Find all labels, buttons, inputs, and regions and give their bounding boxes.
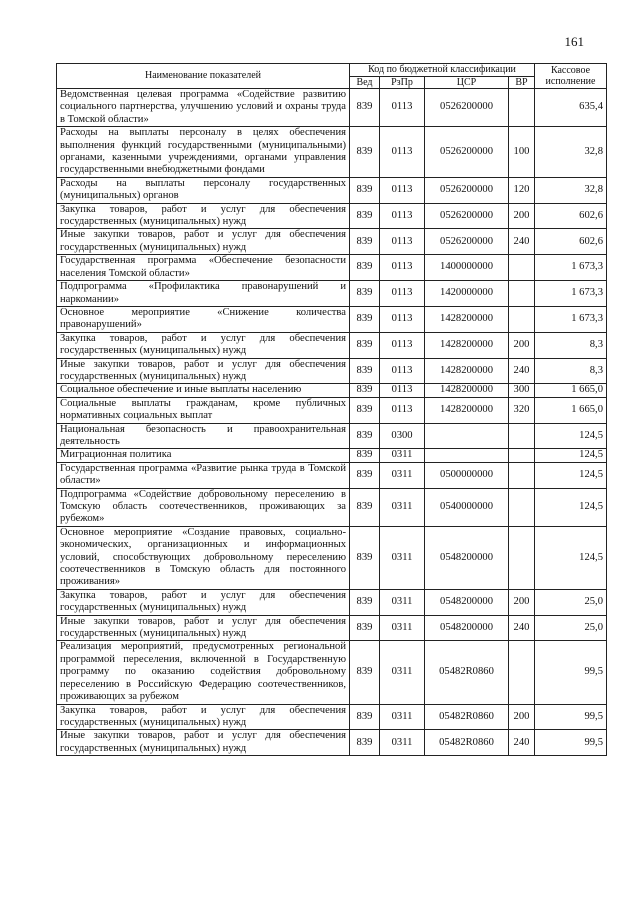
row-vr — [509, 281, 535, 307]
row-rzpr: 0311 — [380, 589, 425, 615]
row-amount: 99,5 — [535, 641, 607, 704]
row-ved: 839 — [350, 449, 380, 462]
row-rzpr: 0311 — [380, 488, 425, 526]
row-vr: 200 — [509, 589, 535, 615]
row-amount: 25,0 — [535, 589, 607, 615]
row-amount: 8,3 — [535, 358, 607, 384]
header-ved: Вед — [350, 76, 380, 89]
row-ved: 839 — [350, 615, 380, 641]
row-csr: 0526200000 — [425, 203, 509, 229]
table-row — [57, 526, 607, 589]
table-row — [57, 229, 607, 255]
table-row — [57, 332, 607, 358]
row-rzpr: 0300 — [380, 423, 425, 449]
row-name: Государственная программа «Развитие рынка труда в Томской области» — [57, 462, 350, 488]
row-name: Национальная безопасность и правоохранительная деятельность — [57, 423, 350, 449]
row-amount: 602,6 — [535, 203, 607, 229]
row-csr: 0500000000 — [425, 462, 509, 488]
row-vr — [509, 641, 535, 704]
row-rzpr: 0311 — [380, 730, 425, 756]
row-csr: 0540000000 — [425, 488, 509, 526]
row-amount: 99,5 — [535, 704, 607, 730]
row-ved: 839 — [350, 397, 380, 423]
row-rzpr: 0311 — [380, 704, 425, 730]
row-name: Подпрограмма «Содействие добровольному переселению в Томскую область соотечественников, проживающих за рубежом» — [57, 488, 350, 526]
row-csr: 05482R0860 — [425, 704, 509, 730]
row-vr: 200 — [509, 203, 535, 229]
table-row — [57, 423, 607, 449]
row-ved: 839 — [350, 203, 380, 229]
row-rzpr: 0113 — [380, 384, 425, 397]
row-ved: 839 — [350, 89, 380, 127]
row-csr: 1420000000 — [425, 281, 509, 307]
row-amount: 1 673,3 — [535, 255, 607, 281]
row-csr: 0526200000 — [425, 127, 509, 178]
row-csr: 1428200000 — [425, 358, 509, 384]
row-rzpr: 0311 — [380, 449, 425, 462]
row-name: Закупка товаров, работ и услуг для обеспечения государственных (муниципальных) нужд — [57, 704, 350, 730]
row-csr — [425, 449, 509, 462]
row-amount: 25,0 — [535, 615, 607, 641]
row-ved: 839 — [350, 462, 380, 488]
row-csr: 1428200000 — [425, 384, 509, 397]
row-vr — [509, 449, 535, 462]
row-amount: 602,6 — [535, 229, 607, 255]
row-rzpr: 0113 — [380, 127, 425, 178]
row-vr — [509, 89, 535, 127]
header-amount: Кассовое исполнение — [535, 64, 607, 89]
row-vr: 120 — [509, 177, 535, 203]
row-csr: 05482R0860 — [425, 730, 509, 756]
row-csr: 1428200000 — [425, 306, 509, 332]
row-csr — [425, 423, 509, 449]
row-ved: 839 — [350, 704, 380, 730]
row-ved: 839 — [350, 589, 380, 615]
row-ved: 839 — [350, 306, 380, 332]
row-name: Закупка товаров, работ и услуг для обеспечения государственных (муниципальных) нужд — [57, 203, 350, 229]
row-rzpr: 0113 — [380, 358, 425, 384]
table-row — [57, 730, 607, 756]
row-csr: 1428200000 — [425, 332, 509, 358]
row-name: Иные закупки товаров, работ и услуг для обеспечения государственных (муниципальных) нужд — [57, 358, 350, 384]
row-rzpr: 0113 — [380, 255, 425, 281]
row-rzpr: 0113 — [380, 177, 425, 203]
row-amount: 99,5 — [535, 730, 607, 756]
row-ved: 839 — [350, 358, 380, 384]
row-vr — [509, 306, 535, 332]
row-ved: 839 — [350, 384, 380, 397]
row-ved: 839 — [350, 281, 380, 307]
row-amount: 1 673,3 — [535, 306, 607, 332]
row-amount: 635,4 — [535, 89, 607, 127]
row-rzpr: 0113 — [380, 229, 425, 255]
row-csr: 0548200000 — [425, 589, 509, 615]
table-row — [57, 449, 607, 462]
row-ved: 839 — [350, 177, 380, 203]
table-row — [57, 89, 607, 127]
row-vr: 200 — [509, 332, 535, 358]
row-csr: 0526200000 — [425, 229, 509, 255]
row-ved: 839 — [350, 423, 380, 449]
row-amount: 32,8 — [535, 127, 607, 178]
row-vr — [509, 488, 535, 526]
row-amount: 124,5 — [535, 488, 607, 526]
header-vr: ВР — [509, 76, 535, 89]
row-csr: 05482R0860 — [425, 641, 509, 704]
row-name: Иные закупки товаров, работ и услуг для обеспечения государственных (муниципальных) нужд — [57, 730, 350, 756]
row-csr: 1428200000 — [425, 397, 509, 423]
table-row — [57, 488, 607, 526]
row-name: Реализация мероприятий, предусмотренных региональной программой переселения, включенной в Государственную программу по оказанию содействия добровольному переселению в Российскую Федерацию соотечественников, проживающих за рубежом — [57, 641, 350, 704]
row-rzpr: 0113 — [380, 306, 425, 332]
row-name: Подпрограмма «Профилактика правонарушений и наркомании» — [57, 281, 350, 307]
row-rzpr: 0311 — [380, 462, 425, 488]
row-vr: 240 — [509, 229, 535, 255]
row-name: Основное мероприятие «Снижение количества правонарушений» — [57, 306, 350, 332]
row-vr — [509, 255, 535, 281]
row-vr: 300 — [509, 384, 535, 397]
row-amount: 8,3 — [535, 332, 607, 358]
row-vr — [509, 526, 535, 589]
row-amount: 124,5 — [535, 423, 607, 449]
header-name: Наименование показателей — [57, 64, 350, 89]
row-name: Расходы на выплаты персоналу государственных (муниципальных) органов — [57, 177, 350, 203]
budget-table — [56, 63, 607, 756]
row-vr: 240 — [509, 615, 535, 641]
page-number: 161 — [564, 34, 584, 49]
header-code-group: Код по бюджетной классификации — [350, 64, 535, 77]
row-rzpr: 0113 — [380, 397, 425, 423]
table-row — [57, 203, 607, 229]
row-csr: 1400000000 — [425, 255, 509, 281]
row-ved: 839 — [350, 730, 380, 756]
row-vr: 240 — [509, 358, 535, 384]
row-name: Закупка товаров, работ и услуг для обеспечения государственных (муниципальных) нужд — [57, 589, 350, 615]
row-name: Социальные выплаты гражданам, кроме публичных нормативных социальных выплат — [57, 397, 350, 423]
row-vr — [509, 423, 535, 449]
row-name: Расходы на выплаты персоналу в целях обеспечения выполнения функций государственными (муниципальными) органами, казенными учреждениями, органами управления государственными внебюджетными фондами — [57, 127, 350, 178]
table-row — [57, 462, 607, 488]
header-csr: ЦСР — [425, 76, 509, 89]
row-csr: 0526200000 — [425, 89, 509, 127]
row-name: Миграционная политика — [57, 449, 350, 462]
row-ved: 839 — [350, 332, 380, 358]
table-row — [57, 358, 607, 384]
table-row — [57, 589, 607, 615]
row-vr — [509, 462, 535, 488]
row-vr: 200 — [509, 704, 535, 730]
row-name: Государственная программа «Обеспечение безопасности населения Томской области» — [57, 255, 350, 281]
row-amount: 1 665,0 — [535, 384, 607, 397]
row-name: Иные закупки товаров, работ и услуг для обеспечения государственных (муниципальных) нужд — [57, 615, 350, 641]
table-row — [57, 306, 607, 332]
row-amount: 1 673,3 — [535, 281, 607, 307]
row-rzpr: 0311 — [380, 526, 425, 589]
row-name: Закупка товаров, работ и услуг для обеспечения государственных (муниципальных) нужд — [57, 332, 350, 358]
row-amount: 124,5 — [535, 526, 607, 589]
table-row — [57, 281, 607, 307]
row-csr: 0526200000 — [425, 177, 509, 203]
row-name: Социальное обеспечение и иные выплаты населению — [57, 384, 350, 397]
row-rzpr: 0113 — [380, 89, 425, 127]
row-ved: 839 — [350, 255, 380, 281]
row-rzpr: 0113 — [380, 332, 425, 358]
row-amount: 32,8 — [535, 177, 607, 203]
row-rzpr: 0113 — [380, 203, 425, 229]
row-rzpr: 0311 — [380, 641, 425, 704]
row-name: Основное мероприятие «Создание правовых, социально-экономических, организационных и информационных условий, способствующих добровольному переселению соотечественников в Томскую область для постоянного проживания» — [57, 526, 350, 589]
table-row — [57, 704, 607, 730]
row-ved: 839 — [350, 127, 380, 178]
row-ved: 839 — [350, 641, 380, 704]
table-row — [57, 255, 607, 281]
table-row — [57, 641, 607, 704]
table-row — [57, 177, 607, 203]
row-ved: 839 — [350, 488, 380, 526]
row-vr: 320 — [509, 397, 535, 423]
row-rzpr: 0311 — [380, 615, 425, 641]
row-ved: 839 — [350, 526, 380, 589]
table-row — [57, 615, 607, 641]
row-ved: 839 — [350, 229, 380, 255]
row-csr: 0548200000 — [425, 526, 509, 589]
row-amount: 1 665,0 — [535, 397, 607, 423]
row-rzpr: 0113 — [380, 281, 425, 307]
table-row — [57, 397, 607, 423]
row-csr: 0548200000 — [425, 615, 509, 641]
table-body — [57, 89, 607, 756]
table-row — [57, 127, 607, 178]
header-rzpr: РзПр — [380, 76, 425, 89]
row-amount: 124,5 — [535, 462, 607, 488]
header-row — [57, 64, 607, 77]
row-vr: 100 — [509, 127, 535, 178]
row-amount: 124,5 — [535, 449, 607, 462]
table-row — [57, 384, 607, 397]
row-name: Ведомственная целевая программа «Содействие развитию социального партнерства, улучшению условий и охраны труда в Томской области» — [57, 89, 350, 127]
row-name: Иные закупки товаров, работ и услуг для обеспечения государственных (муниципальных) нужд — [57, 229, 350, 255]
row-vr: 240 — [509, 730, 535, 756]
